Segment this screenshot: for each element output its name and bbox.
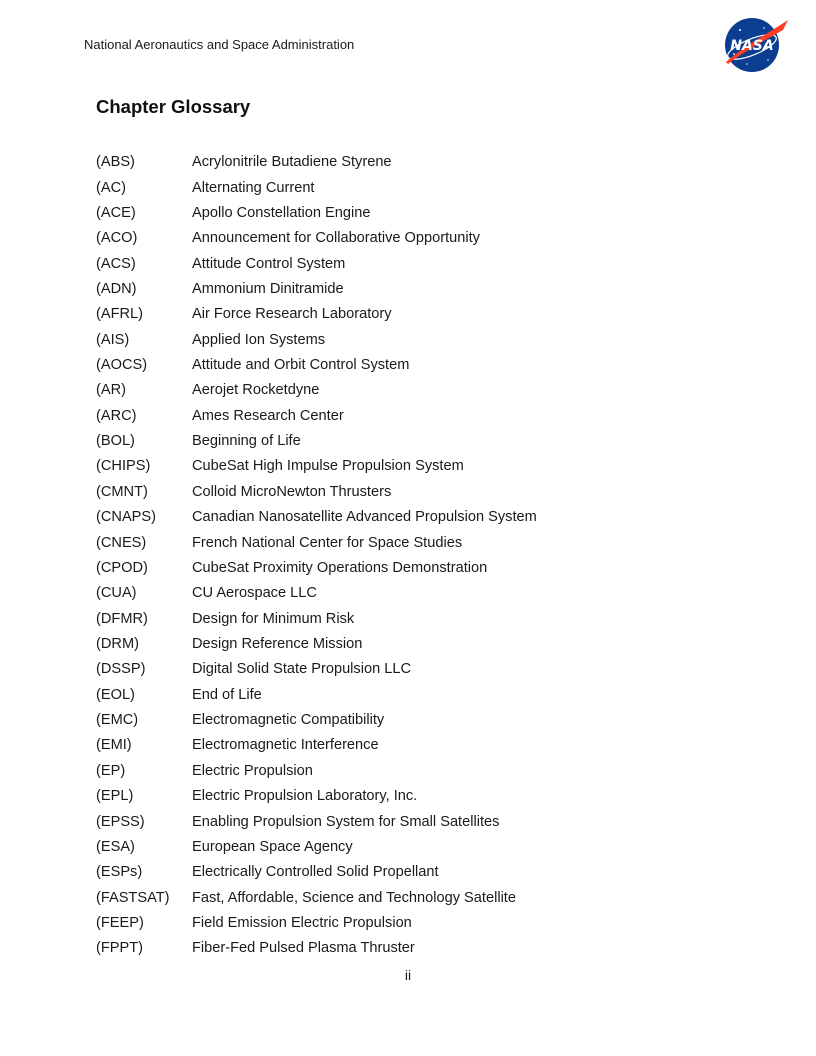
glossary-row: [96, 302, 716, 327]
glossary-abbreviation: (EOL): [96, 686, 135, 703]
glossary-row: [96, 251, 716, 276]
glossary-term: Beginning of Life: [192, 433, 301, 450]
glossary-term: Applied Ion Systems: [192, 331, 326, 348]
glossary-term: Design Reference Mission: [192, 636, 363, 652]
glossary-abbreviation: (DRM): [96, 636, 139, 652]
glossary-term: Canadian Nanosatellite Advanced Propulsion System: [192, 509, 537, 526]
glossary-term: Electromagnetic Interference: [192, 737, 379, 754]
glossary-row: [96, 911, 716, 936]
page-title: Chapter Glossary: [96, 96, 251, 117]
glossary-row: [96, 759, 716, 784]
glossary-row: [96, 454, 716, 479]
nasa-logo: [720, 16, 790, 76]
glossary-term: Electric Propulsion: [192, 762, 313, 779]
glossary-term: End of Life: [192, 686, 262, 703]
glossary-row: [96, 683, 716, 708]
glossary-abbreviation: (AFRL): [96, 306, 144, 323]
glossary-term: Digital Solid State Propulsion LLC: [192, 661, 412, 678]
glossary-row: [96, 175, 716, 200]
glossary-abbreviation: (AIS): [96, 331, 130, 348]
glossary-term: Announcement for Collaborative Opportunity: [192, 230, 480, 247]
glossary-term: CubeSat Proximity Operations Demonstration: [192, 559, 488, 576]
glossary-term: CubeSat High Impulse Propulsion System: [192, 458, 464, 475]
header-organization: National Aeronautics and Space Administration: [84, 37, 355, 52]
glossary-abbreviation: (EMI): [96, 737, 132, 754]
glossary-term: Electrically Controlled Solid Propellant: [192, 864, 439, 881]
glossary-row: [96, 835, 716, 860]
glossary-abbreviation: (ACE): [96, 204, 136, 221]
glossary-row: [96, 708, 716, 733]
glossary-term: Apollo Constellation Engine: [192, 204, 371, 221]
glossary-row: [96, 328, 716, 353]
glossary-row: [96, 936, 716, 961]
glossary-row: [96, 733, 716, 758]
glossary-term: Fiber-Fed Pulsed Plasma Thruster: [192, 940, 415, 957]
glossary-abbreviation: (CPOD): [96, 559, 148, 576]
glossary-abbreviation: (EMC): [96, 712, 139, 729]
glossary-abbreviation: (ABS): [96, 154, 135, 171]
glossary-row: [96, 505, 716, 530]
nasa-meatball-icon: [720, 16, 790, 76]
glossary-row: [96, 860, 716, 885]
glossary-abbreviation: (CUA): [96, 585, 137, 602]
glossary-row: [96, 809, 716, 834]
glossary-row: [96, 581, 716, 606]
glossary-row: [96, 885, 716, 910]
page-number: ii: [404, 967, 412, 983]
glossary-abbreviation: (ESA): [96, 838, 135, 855]
glossary-abbreviation: (AR): [96, 382, 126, 399]
glossary-term: Attitude Control System: [192, 255, 346, 272]
glossary-row: [96, 353, 716, 378]
glossary-term: Electromagnetic Compatibility: [192, 712, 385, 729]
glossary-row: [96, 556, 716, 581]
glossary-term: Electric Propulsion Laboratory, Inc.: [192, 788, 418, 805]
glossary-term: Ammonium Dinitramide: [192, 280, 344, 297]
glossary-term: Acrylonitrile Butadiene Styrene: [192, 154, 392, 171]
glossary-row: [96, 277, 716, 302]
glossary-term: Field Emission Electric Propulsion: [192, 914, 412, 931]
glossary-list: [96, 150, 716, 962]
glossary-row: [96, 657, 716, 682]
glossary-abbreviation: (DSSP): [96, 661, 146, 678]
glossary-abbreviation: (CHIPS): [96, 458, 151, 475]
glossary-row: [96, 632, 716, 657]
glossary-abbreviation: (ESPs): [96, 864, 143, 881]
glossary-term: European Space Agency: [192, 838, 353, 855]
glossary-abbreviation: (AC): [96, 179, 126, 196]
glossary-term: Design for Minimum Risk: [192, 610, 355, 627]
glossary-abbreviation: (CNAPS): [96, 509, 156, 526]
glossary-abbreviation: (BOL): [96, 433, 135, 450]
glossary-abbreviation: (ARC): [96, 407, 137, 424]
glossary-row: [96, 606, 716, 631]
glossary-abbreviation: (EP): [96, 762, 126, 779]
glossary-term: Colloid MicroNewton Thrusters: [192, 483, 392, 500]
glossary-abbreviation: (FPPT): [96, 940, 144, 957]
glossary-abbreviation: (EPSS): [96, 813, 145, 830]
glossary-term: Alternating Current: [192, 179, 315, 196]
glossary-row: [96, 530, 716, 555]
glossary-term: Fast, Affordable, Science and Technology Satellite: [192, 889, 516, 906]
glossary-abbreviation: (CMNT): [96, 483, 148, 500]
glossary-term: CU Aerospace LLC: [192, 585, 317, 602]
glossary-row: [96, 201, 716, 226]
svg-text:NASA: NASA: [730, 38, 774, 54]
glossary-abbreviation: (FEEP): [96, 914, 144, 931]
glossary-abbreviation: (FASTSAT): [96, 889, 170, 906]
glossary-row: [96, 480, 716, 505]
glossary-term: Enabling Propulsion System for Small Satellites: [192, 813, 500, 830]
glossary-term: Ames Research Center: [192, 407, 344, 424]
glossary-abbreviation: (EPL): [96, 788, 134, 805]
glossary-abbreviation: (ADN): [96, 280, 137, 297]
glossary-row: [96, 150, 716, 175]
glossary-row: [96, 378, 716, 403]
glossary-abbreviation: (ACS): [96, 255, 136, 272]
glossary-row: [96, 784, 716, 809]
glossary-abbreviation: (DFMR): [96, 610, 148, 627]
glossary-term: Air Force Research Laboratory: [192, 306, 392, 323]
glossary-row: [96, 226, 716, 251]
glossary-abbreviation: (AOCS): [96, 357, 148, 374]
glossary-term: French National Center for Space Studies: [192, 534, 463, 551]
glossary-abbreviation: (CNES): [96, 534, 147, 551]
glossary-abbreviation: (ACO): [96, 230, 138, 247]
glossary-term: Aerojet Rocketdyne: [192, 382, 320, 399]
glossary-row: [96, 429, 716, 454]
glossary-term: Attitude and Orbit Control System: [192, 357, 410, 374]
glossary-row: [96, 404, 716, 429]
